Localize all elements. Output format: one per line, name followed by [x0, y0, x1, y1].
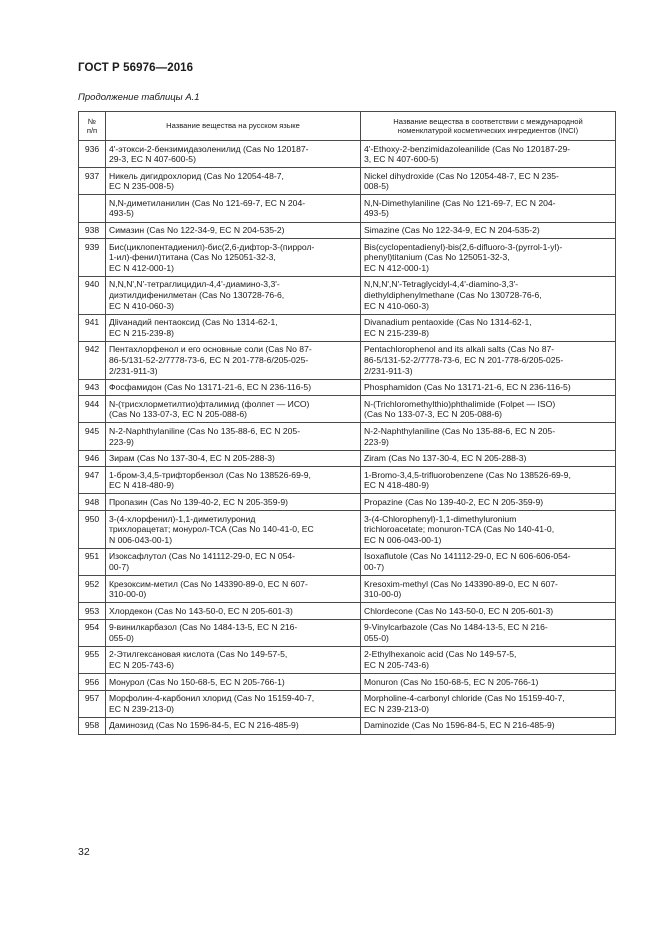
- page-number: 32: [78, 846, 90, 858]
- table-row: [79, 467, 616, 494]
- row-number-cell: 939: [79, 239, 106, 277]
- inci-name-cell: Daminozide (Cas No 1596-84-5, EC N 216-485-9): [361, 717, 616, 734]
- row-number-cell: 937: [79, 168, 106, 195]
- russian-name-cell: N,N-диметиланилин (Cas No 121-69-7, EC N 204- 493-5): [106, 195, 361, 222]
- russian-name-cell: Пентахлорфенол и его основные соли (Cas No 87- 86-5/131-52-2/7778-73-6, EC N 201-778-6/205-025- 2/231-911-3): [106, 341, 361, 379]
- table-caption: Продолжение таблицы А.1: [78, 92, 200, 103]
- russian-name-cell: 2-Этилгексановая кислота (Cas No 149-57-5, EC N 205-743-6): [106, 646, 361, 673]
- russian-name-cell: Фосфамидон (Cas No 13171-21-6, EC N 236-116-5): [106, 379, 361, 396]
- table-row: [79, 379, 616, 396]
- inci-name-cell: Simazine (Cas No 122-34-9, EC N 204-535-2): [361, 222, 616, 239]
- inci-name-cell: N,N,N',N'-Tetraglycidyl-4,4'-diamino-3,3'- diethyldiphenylmethane (Cas No 130728-76-6, EC N 410-060-3): [361, 276, 616, 314]
- row-number-cell: [79, 195, 106, 222]
- row-number-cell: 950: [79, 511, 106, 549]
- russian-name-cell: Симазин (Cas No 122-34-9, EC N 204-535-2): [106, 222, 361, 239]
- row-number-cell: 956: [79, 674, 106, 691]
- row-number-cell: 942: [79, 341, 106, 379]
- russian-name-cell: N,N,N',N'-тетраглицидил-4,4'-диамино-3,3'- диэтилдифенилметан (Cas No 130728-76-6, EC N 410-060-3): [106, 276, 361, 314]
- document-code: ГОСТ Р 56976—2016: [78, 62, 194, 74]
- substances-table: [78, 111, 616, 735]
- inci-name-cell: Pentachlorophenol and its alkali salts (Cas No 87- 86-5/131-52-2/7778-73-6, EC N 201-778-6/205-025- 2/231-911-3): [361, 341, 616, 379]
- row-number-cell: 953: [79, 603, 106, 620]
- russian-name-cell: 3-(4-хлорфенил)-1,1-диметилуронид трихлорацетат; монурол-TCA (Cas No 140-41-0, EC N 006-043-00-1): [106, 511, 361, 549]
- table-row: [79, 222, 616, 239]
- inci-name-cell: Chlordecone (Cas No 143-50-0, EC N 205-601-3): [361, 603, 616, 620]
- table-header-row: [79, 112, 616, 141]
- row-number-cell: 938: [79, 222, 106, 239]
- russian-name-cell: Морфолин-4-карбонил хлорид (Cas No 15159-40-7, EC N 239-213-0): [106, 690, 361, 717]
- inci-name-cell: 2-Ethylhexanoic acid (Cas No 149-57-5, EC N 205-743-6): [361, 646, 616, 673]
- row-number-cell: 947: [79, 467, 106, 494]
- table-row: [79, 195, 616, 222]
- table-row: [79, 239, 616, 277]
- row-number-cell: 945: [79, 423, 106, 450]
- inci-name-cell: Phosphamidon (Cas No 13171-21-6, EC N 236-116-5): [361, 379, 616, 396]
- table-row: [79, 511, 616, 549]
- inci-name-cell: Ziram (Cas No 137-30-4, EC N 205-288-3): [361, 450, 616, 467]
- table-row: [79, 690, 616, 717]
- inci-name-cell: Kresoxim-methyl (Cas No 143390-89-0, EC N 607- 310-00-0): [361, 576, 616, 603]
- row-number-cell: 958: [79, 717, 106, 734]
- table-row: [79, 576, 616, 603]
- russian-name-cell: N-2-Naphthylaniline (Cas No 135-88-6, EC N 205- 223-9): [106, 423, 361, 450]
- inci-name-cell: N-2-Naphthylaniline (Cas No 135-88-6, EC N 205- 223-9): [361, 423, 616, 450]
- row-number-cell: 946: [79, 450, 106, 467]
- russian-name-cell: Дlivанадий пентаоксид (Cas No 1314-62-1, EC N 215-239-8): [106, 314, 361, 341]
- table-row: [79, 423, 616, 450]
- row-number-cell: 955: [79, 646, 106, 673]
- column-header-inci-name: Название вещества в соответствии с международной номенклатурой косметических ингредиентов (INCI): [361, 112, 616, 141]
- row-number-cell: 944: [79, 396, 106, 423]
- table-body: [79, 141, 616, 735]
- table-row: [79, 314, 616, 341]
- table-row: [79, 341, 616, 379]
- row-number-cell: 940: [79, 276, 106, 314]
- russian-name-cell: Никель дигидрохлорид (Cas No 12054-48-7, EC N 235-008-5): [106, 168, 361, 195]
- table-row: [79, 717, 616, 734]
- table-row: [79, 603, 616, 620]
- russian-name-cell: Зирам (Cas No 137-30-4, EC N 205-288-3): [106, 450, 361, 467]
- table-row: [79, 141, 616, 168]
- russian-name-cell: 9-винилкарбазол (Cas No 1484-13-5, EC N 216- 055-0): [106, 619, 361, 646]
- inci-name-cell: Propazine (Cas No 139-40-2, EC N 205-359-9): [361, 494, 616, 511]
- inci-name-cell: 1-Bromo-3,4,5-trifluorobenzene (Cas No 138526-69-9, EC N 418-480-9): [361, 467, 616, 494]
- russian-name-cell: 4'-этокси-2-бензимидазоленилид (Cas No 120187- 29-3, EC N 407-600-5): [106, 141, 361, 168]
- inci-name-cell: Divanadium pentaoxide (Cas No 1314-62-1, EC N 215-239-8): [361, 314, 616, 341]
- column-header-number: № п/п: [79, 112, 106, 141]
- table-row: [79, 494, 616, 511]
- inci-name-cell: N,N-Dimethylaniline (Cas No 121-69-7, EC N 204- 493-5): [361, 195, 616, 222]
- inci-name-cell: Bis(cyclopentadienyl)-bis(2,6-difluoro-3-(pyrrol-1-yl)- phenyl)titanium (Cas No 125051-32-3, EC N 412-000-1): [361, 239, 616, 277]
- row-number-cell: 954: [79, 619, 106, 646]
- row-number-cell: 951: [79, 548, 106, 575]
- inci-name-cell: 3-(4-Chlorophenyl)-1,1-dimethyluronium trichloroacetate; monuron-TCA (Cas No 140-41-0, EC N 006-043-00-1): [361, 511, 616, 549]
- row-number-cell: 943: [79, 379, 106, 396]
- inci-name-cell: Nickel dihydroxide (Cas No 12054-48-7, EC N 235- 008-5): [361, 168, 616, 195]
- russian-name-cell: Хлордекон (Cas No 143-50-0, EC N 205-601-3): [106, 603, 361, 620]
- russian-name-cell: Изоксафлутол (Cas No 141112-29-0, EC N 054- 00-7): [106, 548, 361, 575]
- inci-name-cell: Isoxaflutole (Cas No 141112-29-0, EC N 606-606-054- 00-7): [361, 548, 616, 575]
- inci-name-cell: N-(Trichloromethylthio)phthalimide (Folpet — ISO) (Cas No 133-07-3, EC N 205-088-6): [361, 396, 616, 423]
- row-number-cell: 948: [79, 494, 106, 511]
- table-row: [79, 168, 616, 195]
- russian-name-cell: Крезоксим-метил (Cas No 143390-89-0, EC N 607- 310-00-0): [106, 576, 361, 603]
- table-row: [79, 646, 616, 673]
- table-row: [79, 674, 616, 691]
- row-number-cell: 952: [79, 576, 106, 603]
- inci-name-cell: 9-Vinylcarbazole (Cas No 1484-13-5, EC N 216- 055-0): [361, 619, 616, 646]
- row-number-cell: 957: [79, 690, 106, 717]
- russian-name-cell: Монурол (Cas No 150-68-5, EC N 205-766-1): [106, 674, 361, 691]
- inci-name-cell: Monuron (Cas No 150-68-5, EC N 205-766-1): [361, 674, 616, 691]
- russian-name-cell: Даминозид (Cas No 1596-84-5, EC N 216-485-9): [106, 717, 361, 734]
- table-row: [79, 396, 616, 423]
- russian-name-cell: 1-бром-3,4,5-трифторбензол (Cas No 138526-69-9, EC N 418-480-9): [106, 467, 361, 494]
- row-number-cell: 941: [79, 314, 106, 341]
- russian-name-cell: Бис(циклопентадиенил)-бис(2,6-дифтор-3-(пиррол- 1-ил)-фенил)титана (Cas No 125051-32-3, EC N 412-000-1): [106, 239, 361, 277]
- table-row: [79, 450, 616, 467]
- column-header-russian-name: Название вещества на русском языке: [106, 112, 361, 141]
- table-row: [79, 548, 616, 575]
- table-row: [79, 619, 616, 646]
- russian-name-cell: Пропазин (Cas No 139-40-2, EC N 205-359-9): [106, 494, 361, 511]
- row-number-cell: 936: [79, 141, 106, 168]
- inci-name-cell: 4'-Ethoxy-2-benzimidazoleanilide (Cas No 120187-29- 3, EC N 407-600-5): [361, 141, 616, 168]
- russian-name-cell: N-(трисхлорметилтио)фталимид (фолпет — ИСО) (Cas No 133-07-3, EC N 205-088-6): [106, 396, 361, 423]
- table-row: [79, 276, 616, 314]
- inci-name-cell: Morpholine-4-carbonyl chloride (Cas No 15159-40-7, EC N 239-213-0): [361, 690, 616, 717]
